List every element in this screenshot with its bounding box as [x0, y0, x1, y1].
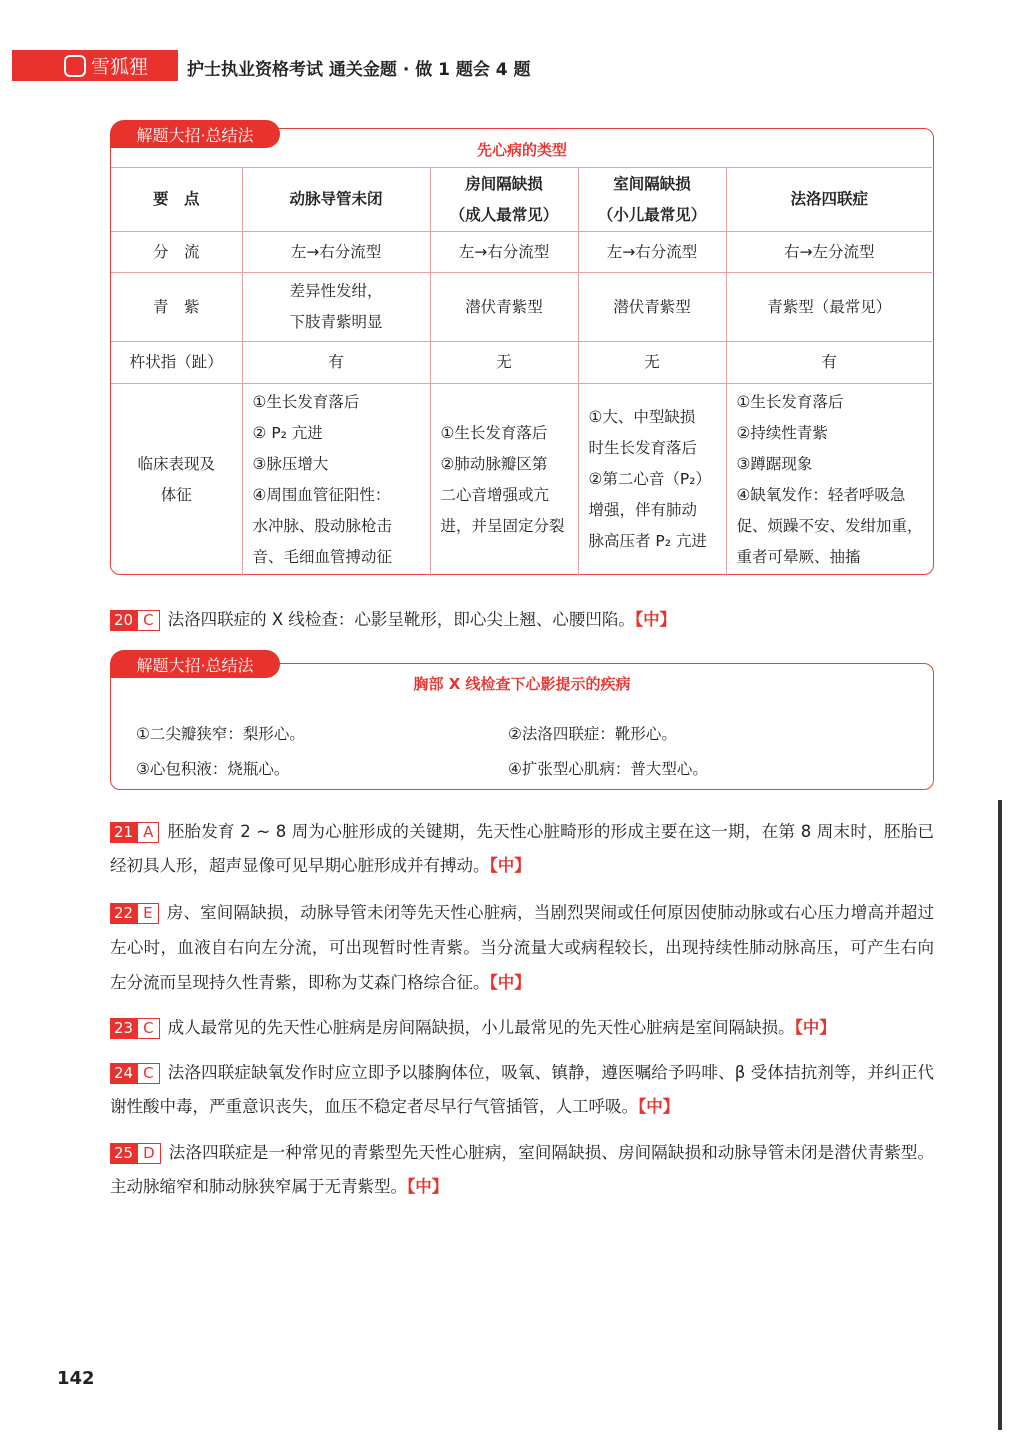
table-cell: 临床表现及 体征 [111, 384, 242, 576]
table-cell: 右→左分流型 [726, 232, 932, 273]
table-cell: 杵状指（趾） [111, 342, 242, 384]
brand-banner [12, 50, 178, 81]
table-cell: 潜伏青紫型 [430, 273, 578, 342]
question-number: 25 [110, 1143, 137, 1164]
table-cell: 左→右分流型 [430, 232, 578, 273]
question-number: 20 [110, 610, 137, 631]
question-number: 23 [110, 1018, 137, 1039]
table-row [111, 342, 932, 384]
answer-key: E [137, 903, 158, 924]
xray-item: ①二尖瓣狭窄：梨形心。 [136, 725, 305, 743]
page-edge [998, 800, 1002, 1430]
table-row [111, 232, 932, 273]
answer-24 [110, 1056, 934, 1124]
table-cell: ①大、中型缺损 时生长发育落后 ②第二心音（P₂） 增强，伴有肺动 脉高压者 P₂ 亢进 [578, 384, 726, 576]
answer-23 [110, 1011, 934, 1045]
difficulty-level: 【中】 [638, 1097, 680, 1116]
heart-disease-summary-box [110, 128, 934, 575]
explanation-text: 胚胎发育 2 ~ 8 周为心脏形成的关键期，先天性心脏畸形的形成主要在这一期，在第 8 周末时，胚胎已经初具人形，超声显像可见早期心脏形成并有搏动。 [110, 822, 934, 875]
table-cell: 分 流 [111, 232, 242, 273]
explanation-text: 房、室间隔缺损，动脉导管未闭等先天性心脏病，当剧烈哭闹或任何原因使肺动脉或右心压力增高并超过左心时，血液自右向左分流，可出现暂时性青紫。当分流量大或病程较长，出现持续性肺动脉高压，可产生右向左分流而呈现持久性青紫，即称为艾森门格综合征。 [110, 903, 934, 992]
xray-summary-box [110, 663, 934, 790]
difficulty-level: 【中】 [489, 856, 531, 875]
tip-label: 解题大招·总结法 [110, 650, 280, 678]
difficulty-level: 【中】 [634, 610, 677, 629]
answer-badge [110, 1143, 161, 1164]
answer-20 [110, 603, 934, 637]
table-cell: ①生长发育落后 ② P₂ 亢进 ③脉压增大 ④周围血管征阳性： 水冲脉、股动脉枪击 音、毛细血管搏动征 [242, 384, 430, 576]
table-row [111, 273, 932, 342]
difficulty-level: 【中】 [407, 1177, 449, 1196]
table-cell: 无 [430, 342, 578, 384]
table-cell: ①生长发育落后 ②肺动脉瓣区第 二心音增强或亢 进，并呈固定分裂 [430, 384, 578, 576]
answer-21 [110, 815, 934, 883]
question-number: 21 [110, 822, 137, 843]
table-cell: 无 [578, 342, 726, 384]
answer-key: A [137, 822, 159, 843]
xray-item: ②法洛四联症：靴形心。 [508, 725, 677, 743]
table-cell: 潜伏青紫型 [578, 273, 726, 342]
table-header-cell: 要 点 [111, 168, 242, 232]
answer-key: C [137, 1063, 159, 1084]
table-cell: 青 紫 [111, 273, 242, 342]
table-cell: 左→右分流型 [242, 232, 430, 273]
table-header-cell: 法洛四联症 [726, 168, 932, 232]
explanation-text: 法洛四联症缺氧发作时应立即予以膝胸体位，吸氧、镇静，遵医嘱给予吗啡、β 受体拮抗剂等，并纠正代谢性酸中毒，严重意识丧失，血压不稳定者尽早行气管插管，人工呼吸。 [110, 1063, 934, 1116]
difficulty-level: 【中】 [489, 973, 531, 992]
question-number: 24 [110, 1063, 137, 1084]
box2-title: 胸部 X 线检查下心影提示的疾病 [413, 675, 631, 693]
answer-badge [110, 1018, 160, 1039]
answer-key: C [137, 610, 159, 631]
answer-key: D [137, 1143, 161, 1164]
answer-22 [110, 895, 934, 1000]
fox-logo-icon [64, 55, 86, 77]
difficulty-level: 【中】 [794, 1018, 836, 1037]
table-cell: 有 [726, 342, 932, 384]
answer-badge [110, 610, 160, 631]
explanation-text: 法洛四联症是一种常见的青紫型先天性心脏病，室间隔缺损、房间隔缺损和动脉导管未闭是潜伏青紫型。主动脉缩窄和肺动脉狭窄属于无青紫型。 [110, 1143, 934, 1196]
table-cell: 有 [242, 342, 430, 384]
xray-item: ④扩张型心肌病：普大型心。 [508, 760, 708, 778]
page-number: 142 [57, 1368, 95, 1389]
table-cell: ①生长发育落后 ②持续性青紫 ③蹲踞现象 ④缺氧发作：轻者呼吸急 促、烦躁不安、发绀加重， 重者可晕厥、抽搐 [726, 384, 932, 576]
brand-name: 雪狐狸 [91, 56, 149, 78]
answer-25 [110, 1136, 934, 1204]
table-header-row [111, 168, 932, 232]
tip-label: 解题大招·总结法 [110, 120, 280, 148]
table-cell: 左→右分流型 [578, 232, 726, 273]
answer-badge [110, 903, 159, 924]
table-header-cell: 动脉导管未闭 [242, 168, 430, 232]
table-cell: 青紫型（最常见） [726, 273, 932, 342]
answer-badge [110, 1063, 160, 1084]
answer-key: C [137, 1018, 159, 1039]
explanation-text: 成人最常见的先天性心脏病是房间隔缺损，小儿最常见的先天性心脏病是室间隔缺损。 [167, 1018, 795, 1037]
table-row [111, 384, 932, 576]
table-header-cell: 室间隔缺损 （小儿最常见） [578, 168, 726, 232]
answer-badge [110, 822, 159, 843]
explanation-text: 法洛四联症的 X 线检查：心影呈靴形，即心尖上翘、心腰凹陷。 [167, 610, 635, 629]
table-title: 先心病的类型 [476, 141, 567, 159]
table-cell: 差异性发绀， 下肢青紫明显 [242, 273, 430, 342]
question-number: 22 [110, 903, 137, 924]
table-header-cell: 房间隔缺损 （成人最常见） [430, 168, 578, 232]
xray-item: ③心包积液：烧瓶心。 [136, 760, 290, 778]
chd-types-table [111, 167, 932, 576]
book-title: 护士执业资格考试 通关金题 · 做 1 题会 4 题 [187, 60, 531, 80]
